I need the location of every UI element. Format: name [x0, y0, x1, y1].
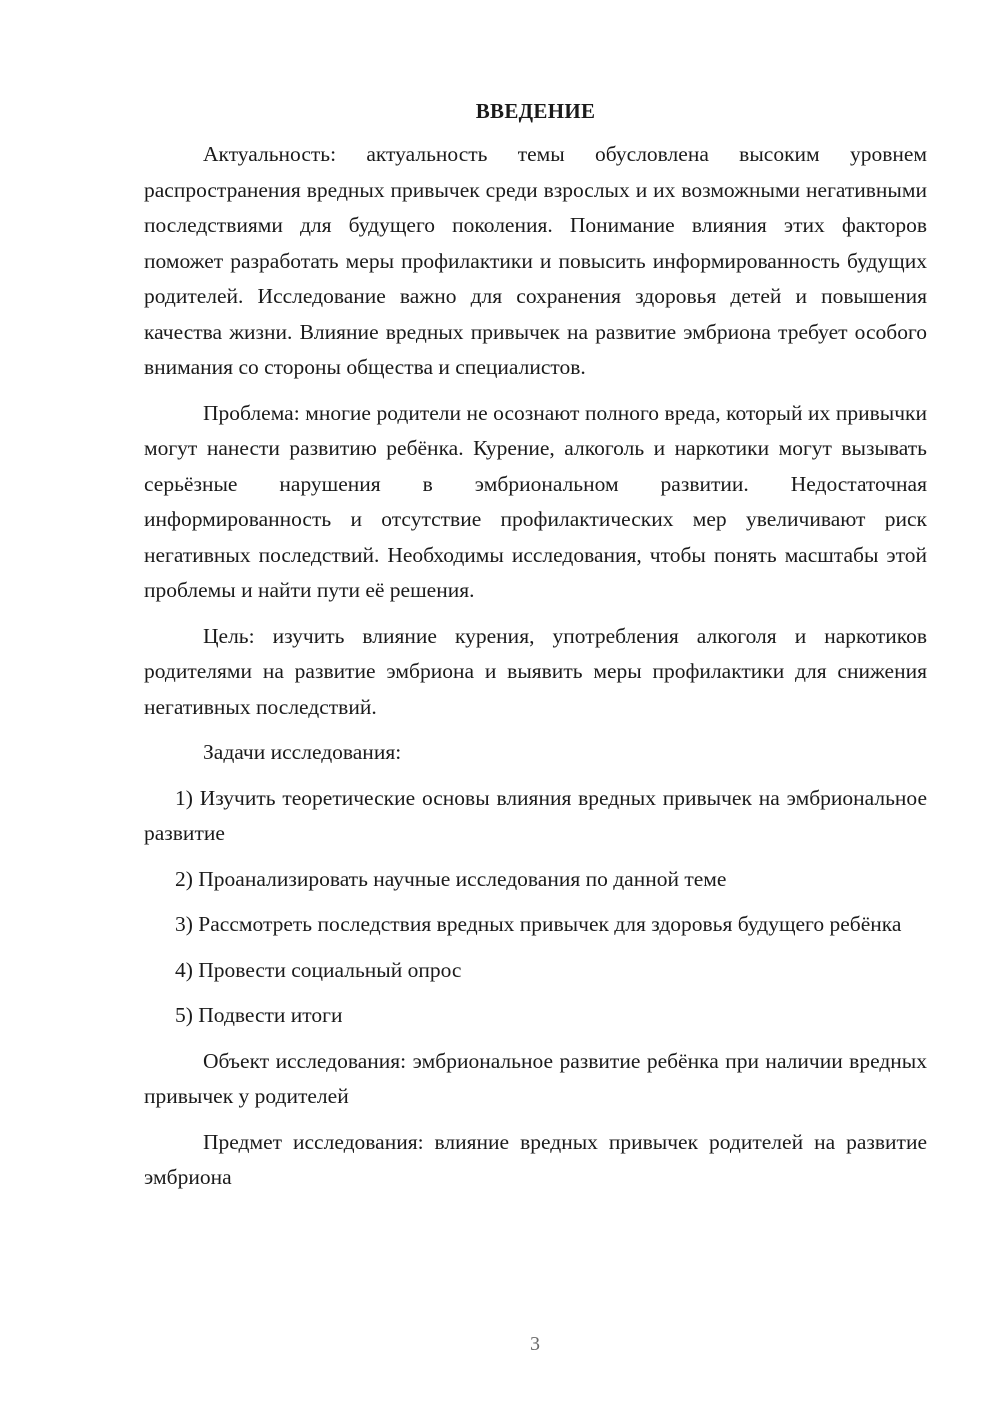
tasks-heading: Задачи исследования:: [203, 740, 402, 764]
task-item-4: 4) Провести социальный опрос: [175, 957, 462, 982]
subject-paragraph: Предмет исследования: влияние вредных привычек родителей на развитие эмбриона: [144, 1129, 927, 1189]
task-item-5: 5) Подвести итоги: [175, 1003, 343, 1027]
goal-paragraph: Цель: изучить влияние курения, употребления алкоголя и наркотиков родителями на развитие эмбриона и выявить меры профилактики для снижения негативных последствий.: [144, 623, 927, 719]
document-page: [144, 96, 927, 1206]
task-item-3: 3) Рассмотреть последствия вредных привычек для здоровья будущего ребёнка: [175, 912, 902, 936]
page-number: 3: [530, 1333, 540, 1355]
object-paragraph: Объект исследования: эмбриональное развитие ребёнка при наличии вредных привычек у родителей: [144, 1048, 927, 1108]
relevance-paragraph: Актуальность: актуальность темы обусловлена высоким уровнем распространения вредных привычек среди взрослых и их возможными негативными последствиями для будущего поколения. Понимание влияния этих факторов поможет разработать меры профилактики и повысить информированность будущих родителей. Исследование важно для сохранения здоровья детей и повышения качества жизни. Влияние вредных привычек на развитие эмбриона требует особого внимания со стороны общества и специалистов.: [144, 142, 927, 379]
problem-paragraph: Проблема: многие родители не осознают полного вреда, который их привычки могут нанести развитию ребёнка. Курение, алкоголь и наркотики могут вызывать серьёзные нарушения в эмбриональном развитии. Недостаточная информированность и отсутствие профилактических мер увеличивают риск негативных последствий. Необходимы исследования, чтобы понять масштабы этой проблемы и найти пути её решения.: [144, 400, 927, 602]
task-item-2: 2) Проанализировать научные исследования по данной теме: [175, 866, 727, 891]
page-title: ВВЕДЕНИЕ: [475, 99, 596, 123]
task-item-1: 1) Изучить теоретические основы влияния вредных привычек на эмбриональное развитие: [144, 785, 927, 845]
